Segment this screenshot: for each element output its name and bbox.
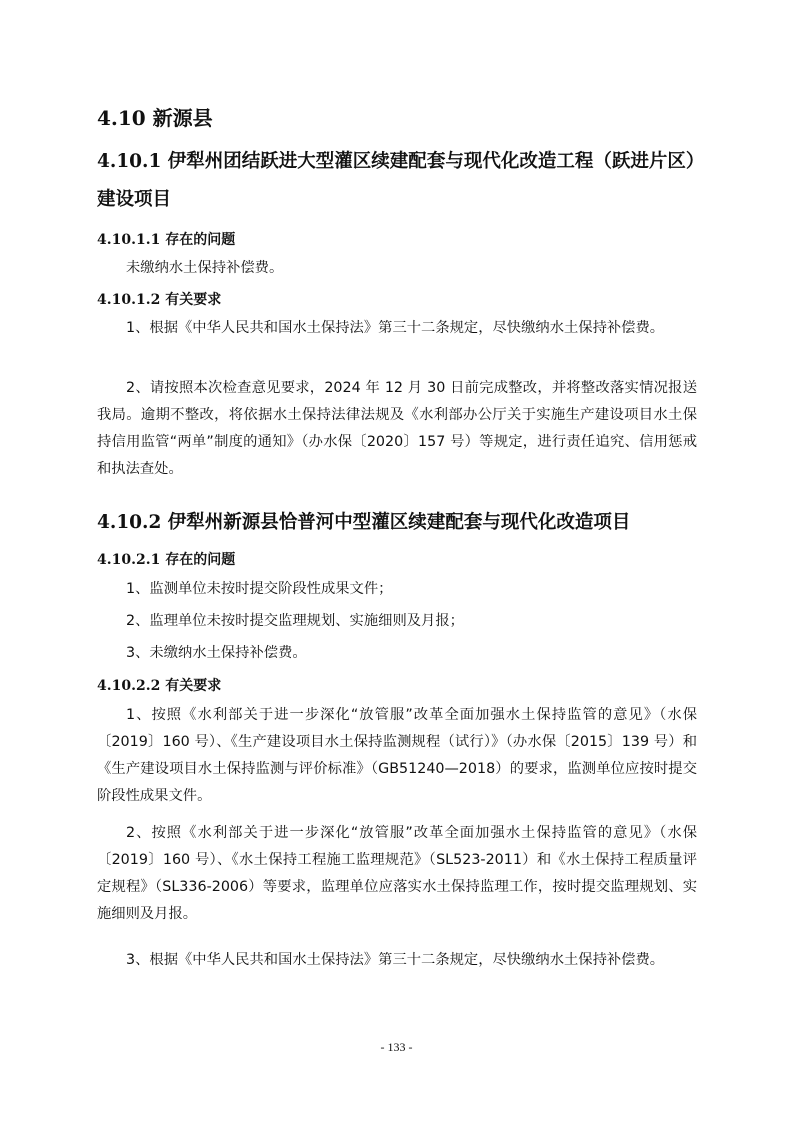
project2-problems-heading: 4.10.2.1 存在的问题 [97, 552, 236, 568]
project1-problem-item: 未缴纳水土保持补偿费。 [126, 260, 284, 276]
project1-requirement-item: 1、根据《中华人民共和国水土保持法》第三十二条规定，尽快缴纳水土保持补偿费。 [126, 320, 665, 336]
section-title: 4.10 新源县 [97, 106, 213, 130]
project1-problems-heading: 4.10.1.1 存在的问题 [97, 232, 236, 248]
page-number: - 133 - [380, 1040, 413, 1054]
project2-requirement-item: 1、按照《水利部关于进一步深化“放管服”改革全面加强水土保持监管的意见》（水保〔2019〕160 号）、《生产建设项目水土保持监测规程（试行）》（办水保〔2015〕139 号）和《生产建设项目水土保持监测与评价标准》（GB51240—2018）的要求，监测单位应按时提交阶段性成果文件。 [97, 707, 697, 804]
project2-requirement-item: 3、根据《中华人民共和国水土保持法》第三十二条规定，尽快缴纳水土保持补偿费。 [126, 952, 665, 968]
project1-requirement-item: 2、请按照本次检查意见要求，2024 年 12 月 30 日前完成整改，并将整改落实情况报送我局。逾期不整改，将依据水土保持法律法规及《水利部办公厅关于实施生产建设项目水土保持信用监管“两单”制度的通知》（办水保〔2020〕157 号）等规定，进行责任追究、信用惩戒和执法查处。 [97, 380, 697, 477]
project2-title: 4.10.2 伊犁州新源县恰普河中型灌区续建配套与现代化改造项目 [97, 512, 631, 533]
project1-title-line2: 建设项目 [97, 189, 172, 210]
project1-title-line1: 4.10.1 伊犁州团结跃进大型灌区续建配套与现代化改造工程（跃进片区） [97, 151, 705, 172]
project1-requirements-heading: 4.10.1.2 有关要求 [97, 292, 222, 308]
project2-requirement-item: 2、按照《水利部关于进一步深化“放管服”改革全面加强水土保持监管的意见》（水保〔2019〕160 号）、《水土保持工程施工监理规范》（SL523-2011）和《水土保持工程质量评定规程》（SL336-2006）等要求，监理单位应落实水土保持监理工作，按时提交监理规划、实施细则及月报。 [97, 825, 697, 922]
project2-problem-item: 2、监理单位未按时提交监理规划、实施细则及月报； [126, 613, 464, 629]
project2-problem-item: 1、监测单位未按时提交阶段性成果文件； [126, 581, 393, 597]
project2-problem-item: 3、未缴纳水土保持补偿费。 [126, 645, 307, 661]
project2-requirements-heading: 4.10.2.2 有关要求 [97, 678, 222, 694]
